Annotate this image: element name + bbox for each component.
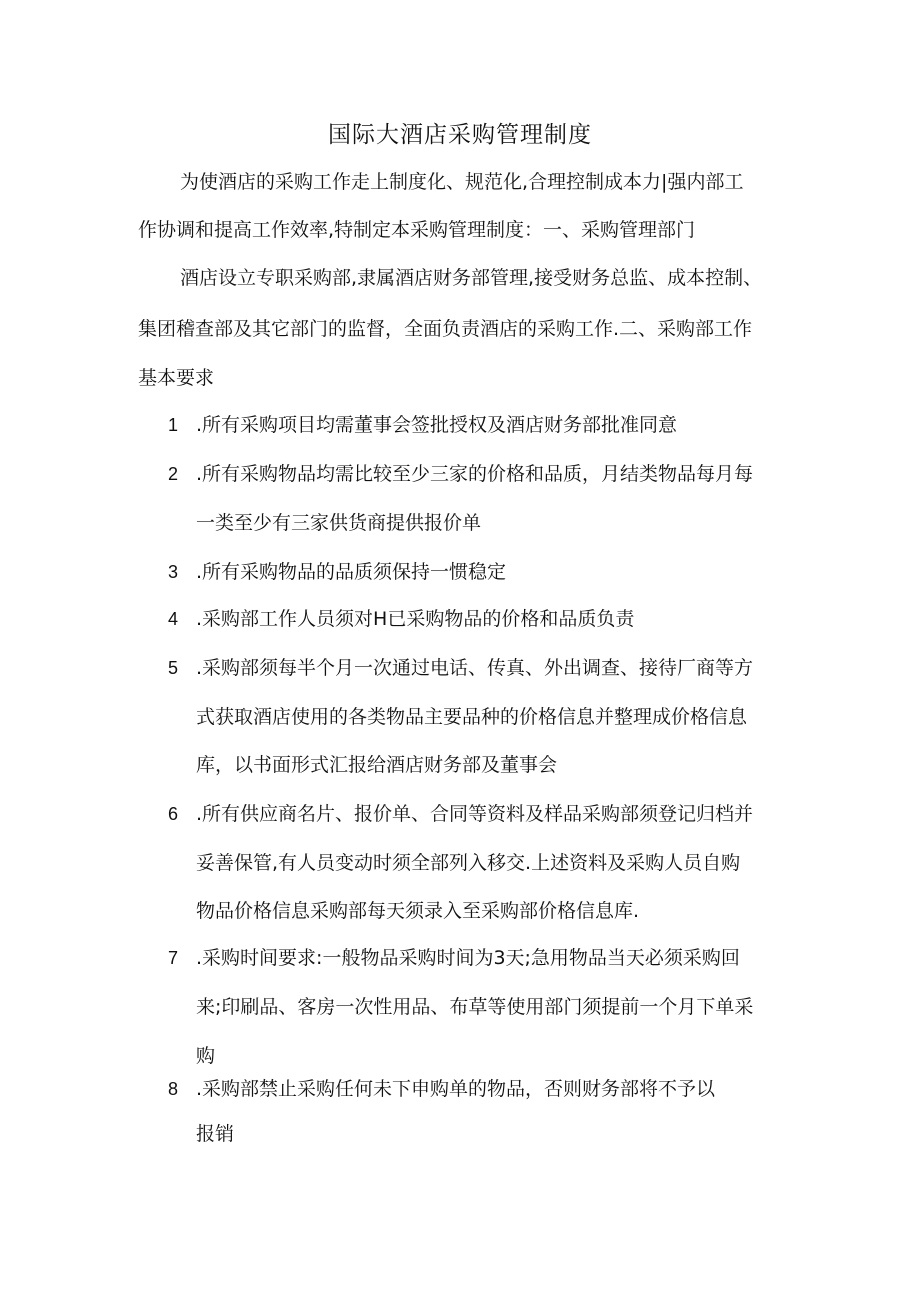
list-item [168, 607, 634, 631]
item-number: 2 [168, 464, 179, 484]
item-text: .所有采购物品均需比较至少三家的价格和品质，月结类物品每月每 [196, 463, 754, 485]
item-text: .所有供应商名片、报价单、合同等资料及样品采购部须登记归档并 [196, 803, 754, 825]
list-item [168, 560, 506, 584]
item-text: .采购时间要求:一般物品采购时间为3天;急用物品当天必须采购回 [196, 947, 740, 969]
item-continuation: 购 [196, 1045, 216, 1067]
page-title: 国际大酒店采购管理制度 [328, 122, 592, 148]
intro-line: 基本要求 [138, 367, 215, 389]
item-text: .采购部工作人员须对H已采购物品的价格和品质负责 [196, 608, 635, 630]
item-text: .所有采购物品的品质须保持一惯稳定 [196, 561, 507, 583]
item-number: 4 [168, 609, 179, 629]
item-number: 5 [168, 658, 179, 678]
item-text: .采购部禁止采购任何未下申购单的物品，否则财务部将不予以 [196, 1078, 716, 1100]
item-continuation: 库，以书面形式汇报给酒店财务部及董事会 [196, 754, 558, 776]
list-item [168, 946, 740, 970]
item-continuation: 来;印刷品、客房一次性用品、布草等使用部门须提前一个月下单采 [196, 996, 754, 1018]
intro-line: 集团稽查部及其它部门的监督，全面负责酒店的采购工作.二、采购部工作 [138, 318, 753, 340]
item-number: 6 [168, 804, 179, 824]
list-item [168, 413, 677, 437]
list-item [168, 462, 753, 486]
item-continuation: 物品价格信息采购部每天须录入至采购部价格信息库. [196, 900, 640, 922]
intro-line: 为使酒店的采购工作走上制度化、规范化,合理控制成本力|强内部工 [180, 171, 744, 193]
list-item [168, 656, 753, 680]
item-text: .所有采购项目均需董事会签批授权及酒店财务部批准同意 [196, 414, 678, 436]
item-number: 1 [168, 415, 179, 435]
item-continuation: 一类至少有三家供货商提供报价单 [196, 512, 482, 534]
item-continuation: 妥善保管,有人员变动时须全部列入移交.上述资料及采购人员自购 [196, 852, 741, 874]
item-number: 7 [168, 948, 179, 968]
item-number: 3 [168, 562, 179, 582]
list-item [168, 1077, 715, 1101]
item-continuation: 报销 [196, 1123, 235, 1145]
item-number: 8 [168, 1079, 179, 1099]
list-item [168, 802, 753, 826]
intro-line: 酒店设立专职采购部,隶属酒店财务部管理,接受财务总监、成本控制、 [180, 267, 763, 289]
intro-line: 作协调和提高工作效率,特制定本采购管理制度：一、采购管理部门 [138, 219, 696, 241]
item-continuation: 式获取酒店使用的各类物品主要品种的价格信息并整理成价格信息 [196, 706, 748, 728]
item-text: .采购部须每半个月一次通过电话、传真、外出调查、接待厂商等方 [196, 657, 754, 679]
